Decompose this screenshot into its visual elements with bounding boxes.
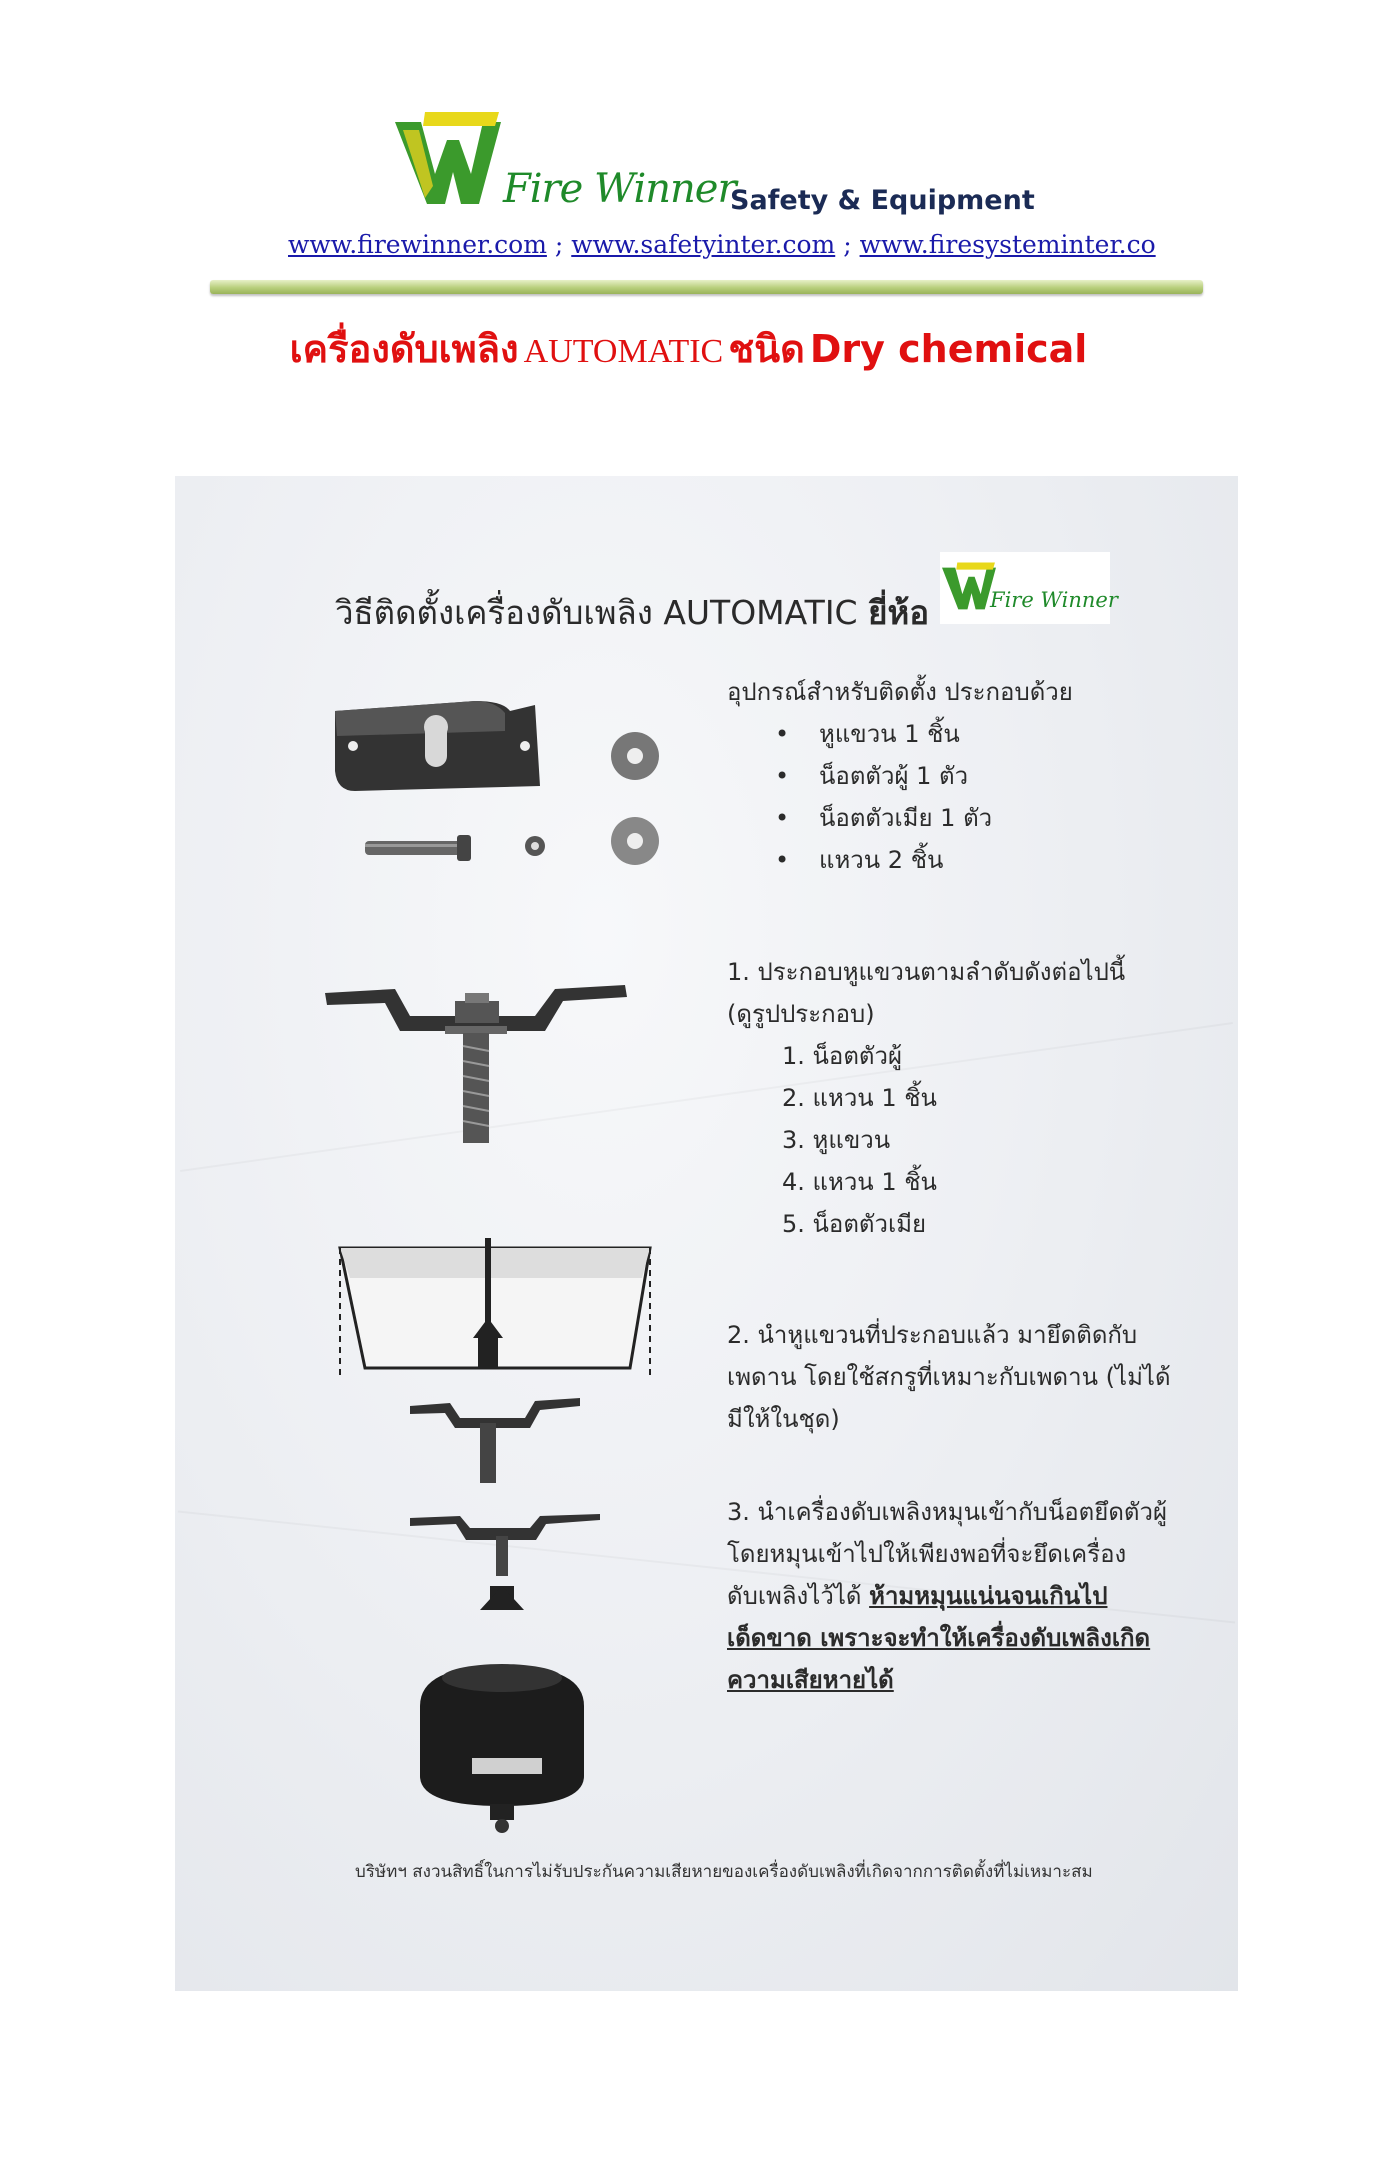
step2-section: [727, 1314, 1171, 1440]
scanned-instruction-sheet: [175, 476, 1238, 1991]
sheet-title-text: วิธีติดตั้งเครื่องดับเพลิง AUTOMATIC: [335, 593, 858, 632]
headline-part1: เครื่องดับเพลิง: [289, 326, 519, 371]
hanger-assembly-illustration: [315, 971, 635, 1161]
fire-winner-logo: [395, 112, 736, 222]
disclaimer-footnote: บริษัทฯ สงวนสิทธิ์ในการไม่รับประกันความเสียหายของเครื่องดับเพลิงที่เกิดจากการติดตั้งที่ไม่เหมาะสม: [355, 1862, 1093, 1882]
step3-warning: ความเสียหายได้: [727, 1666, 894, 1694]
step1-line2: (ดูรูปประกอบ): [727, 1000, 875, 1028]
kit-item: • น็อตตัวผู้ 1 ตัว: [767, 755, 1073, 797]
step1-item: 3. หูแขวน: [782, 1126, 891, 1154]
step1-item: 5. น็อตตัวเมีย: [782, 1210, 927, 1238]
step1-item: 4. แหวน 1 ชิ้น: [782, 1168, 937, 1196]
step2-line: 2. นำหูแขวนที่ประกอบแล้ว มายึดติดกับ: [727, 1321, 1138, 1349]
w-logo-icon: [395, 112, 505, 212]
step2-line: มีให้ในชุด): [727, 1405, 840, 1433]
automatic-extinguisher-illustration: [400, 1506, 620, 1836]
sheet-brand-logo: [940, 552, 1118, 624]
logo-text: Fire Winner: [503, 166, 736, 212]
step1-item: 2. แหวน 1 ชิ้น: [782, 1084, 937, 1112]
kit-item: • หูแขวน 1 ชิ้น: [767, 713, 1073, 755]
link-separator: ;: [554, 230, 564, 259]
step1-item: 1. น็อตตัวผู้: [782, 1042, 903, 1070]
website-links: [288, 230, 1156, 259]
step1-section: [727, 951, 1125, 1245]
page-headline: [0, 318, 1377, 379]
kit-heading: อุปกรณ์สำหรับติดตั้ง ประกอบด้วย: [727, 678, 1073, 706]
step3-warning: เด็ดขาด เพราะจะทำให้เครื่องดับเพลิงเกิด: [727, 1624, 1151, 1652]
sheet-title-brand: ยี่ห้อ: [868, 593, 930, 632]
step3-section: [727, 1491, 1167, 1701]
step3-line1: 3. นำเครื่องดับเพลิงหมุนเข้ากับน็อตยึดตัวผู้: [727, 1498, 1168, 1526]
sheet-logo-text: Fire Winner: [990, 588, 1118, 612]
headline-part3: ชนิด: [728, 326, 805, 371]
tagline: Safety & Equipment: [730, 185, 1035, 216]
link-firesysteminter[interactable]: www.firesysteminter.co: [859, 230, 1156, 259]
sheet-title: [335, 586, 929, 639]
kit-item: • แหวน 2 ชิ้น: [767, 839, 1073, 881]
step2-line: เพดาน โดยใช้สกรูที่เหมาะกับเพดาน (ไม่ได้: [727, 1363, 1171, 1391]
washer-illustration: [605, 726, 665, 866]
ceiling-mount-illustration: [330, 1238, 660, 1498]
step3-line3-plain: ดับเพลิงไว้ได้: [727, 1582, 862, 1610]
kit-section: [727, 671, 1073, 881]
link-safetyinter[interactable]: www.safetyinter.com: [571, 230, 836, 259]
step1-line1: 1. ประกอบหูแขวนตามลำดับดังต่อไปนี้: [727, 958, 1126, 986]
step3-line2: โดยหมุนเข้าไปให้เพียงพอที่จะยึดเครื่อง: [727, 1540, 1127, 1568]
mounting-kit-illustration: [325, 691, 595, 871]
kit-item: • น็อตตัวเมีย 1 ตัว: [767, 797, 1073, 839]
link-firewinner[interactable]: www.firewinner.com: [288, 230, 547, 259]
header-divider: [210, 280, 1203, 294]
step3-warning: ห้ามหมุนแน่นจนเกินไป: [869, 1582, 1108, 1610]
link-separator: ;: [843, 230, 852, 259]
headline-part2: AUTOMATIC: [523, 333, 724, 370]
headline-part4: Dry chemical: [809, 327, 1088, 371]
